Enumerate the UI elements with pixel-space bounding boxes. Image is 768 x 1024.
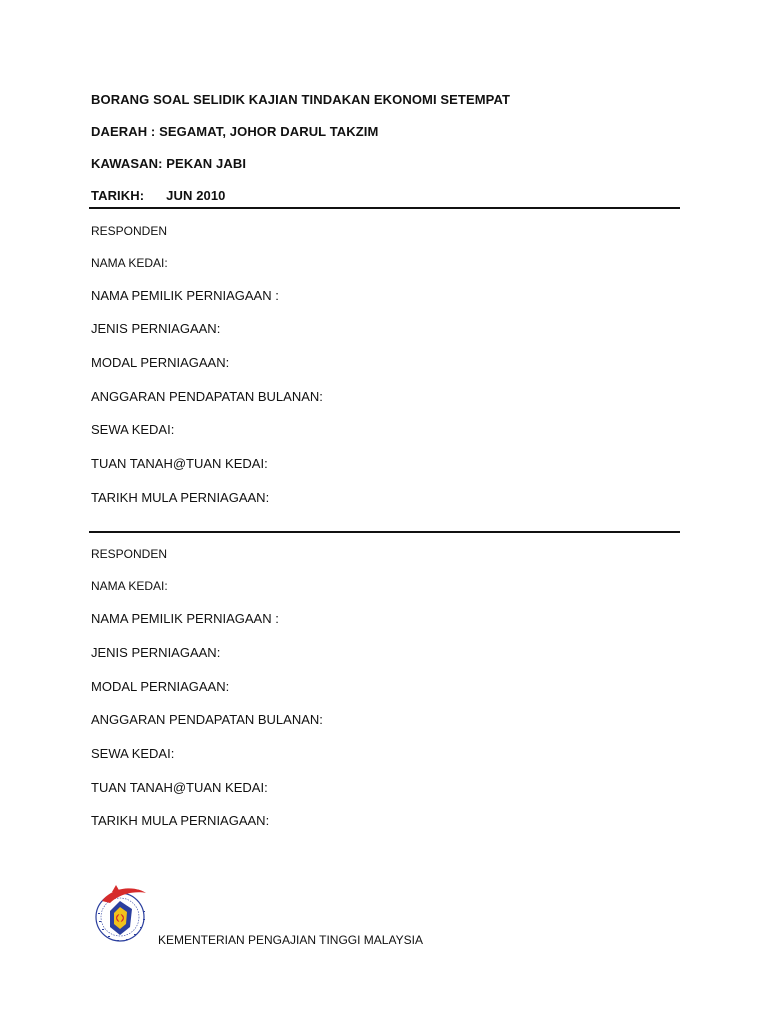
date-value: JUN 2010 [166,188,226,203]
date-label: TARIKH: [91,188,145,203]
owner-name-field: NAMA PEMILIK PERNIAGAAN : [91,288,279,303]
district-line: DAERAH : SEGAMAT, JOHOR DARUL TAKZIM [91,124,379,139]
section-divider [89,531,680,533]
form-title: BORANG SOAL SELIDIK KAJIAN TINDAKAN EKONOMI SETEMPAT [91,92,511,107]
header-divider [89,207,680,209]
ministry-name: KEMENTERIAN PENGAJIAN TINGGI MALAYSIA [158,933,423,947]
business-type-field: JENIS PERNIAGAAN: [91,645,221,660]
landlord-field: TUAN TANAH@TUAN KEDAI: [91,780,268,795]
date-line [91,188,226,203]
start-date-field: TARIKH MULA PERNIAGAAN: [91,490,270,505]
respondent-label: RESPONDEN [91,224,168,238]
monthly-income-field: ANGGARAN PENDAPATAN BULANAN: [91,712,323,727]
shop-name-field: NAMA KEDAI: [91,256,168,270]
business-type-field: JENIS PERNIAGAAN: [91,321,221,336]
shop-rent-field: SEWA KEDAI: [91,422,175,437]
monthly-income-field: ANGGARAN PENDAPATAN BULANAN: [91,389,323,404]
respondent-label: RESPONDEN [91,547,168,561]
landlord-field: TUAN TANAH@TUAN KEDAI: [91,456,268,471]
shop-name-field: NAMA KEDAI: [91,579,168,593]
capital-field: MODAL PERNIAGAAN: [91,355,230,370]
capital-field: MODAL PERNIAGAAN: [91,679,230,694]
area-line: KAWASAN: PEKAN JABI [91,156,247,171]
start-date-field: TARIKH MULA PERNIAGAAN: [91,813,270,828]
shop-rent-field: SEWA KEDAI: [91,746,175,761]
ministry-crest-icon [90,883,156,945]
owner-name-field: NAMA PEMILIK PERNIAGAAN : [91,611,279,626]
